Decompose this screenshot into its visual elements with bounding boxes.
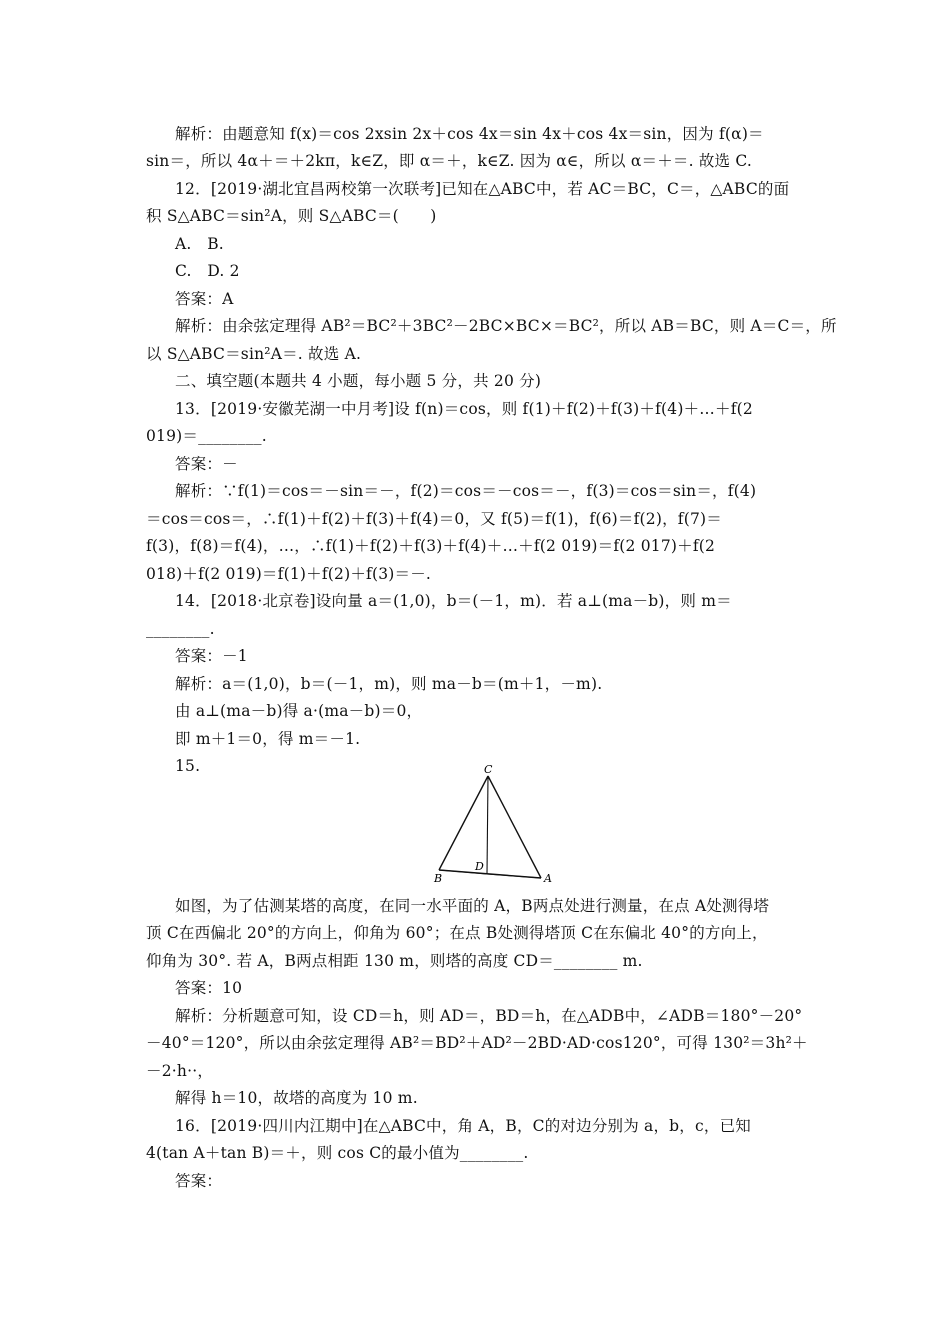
edge-da xyxy=(487,874,541,878)
text-line: 4(tan A＋tan B)＝＋，则 cos C的最小值为________. xyxy=(146,1144,529,1162)
text-line: 仰角为 30°. 若 A，B两点相距 130 m，则塔的高度 CD＝________ m. xyxy=(146,952,643,970)
text-line: f(3)，f(8)＝f(4)，…，∴f(1)＋f(2)＋f(3)＋f(4)＋…＋f(2 019)＝f(2 017)＋f(2 xyxy=(146,537,716,555)
text-line: 答案：－1 xyxy=(175,647,248,665)
text-line: 答案：－ xyxy=(175,455,238,473)
text-line: 顶 C在西偏北 20°的方向上，仰角为 60°；在点 B处测得塔顶 C在东偏北 40°的方向上， xyxy=(146,924,768,942)
text-line: 答案： xyxy=(175,1172,223,1190)
label-d: D xyxy=(475,860,484,873)
tower-figure xyxy=(425,762,560,882)
text-line: 14．[2018·北京卷]设向量 a＝(1,0)，b＝(－1，m)．若 a⊥(ma－b)，则 m＝ xyxy=(175,592,732,610)
text-line: ________. xyxy=(146,620,215,638)
text-line: 即 m＋1＝0，得 m＝－1. xyxy=(175,730,361,748)
text-line: 解析：由余弦定理得 AB²＝BC²＋3BC²－2BC×BC×＝BC²，所以 AB＝BC，则 A＝C＝，所 xyxy=(175,317,837,335)
label-a: A xyxy=(544,872,552,882)
label-b: B xyxy=(434,872,443,882)
text-line: 答案：A xyxy=(175,290,234,308)
text-line: 解析：由题意知 f(x)＝cos 2xsin 2x＋cos 4x＝sin 4x＋cos 4x＝sin，因为 f(α)＝ xyxy=(175,125,764,143)
label-c: C xyxy=(484,763,493,776)
text-line: 13．[2019·安徽芜湖一中月考]设 f(n)＝cos，则 f(1)＋f(2)＋f(3)＋f(4)＋…＋f(2 xyxy=(175,400,753,418)
text-line: 如图，为了估测某塔的高度，在同一水平面的 A，B两点处进行测量，在点 A处测得塔 xyxy=(175,897,770,915)
text-line: 018)＋f(2 019)＝f(1)＋f(2)＋f(3)＝－. xyxy=(146,565,432,583)
text-line: 由 a⊥(ma－b)得 a·(ma－b)＝0， xyxy=(175,702,423,720)
text-line: －2·h··， xyxy=(146,1062,214,1080)
text-line: 15. xyxy=(175,757,201,775)
text-line: 解析：∵f(1)＝cos＝－sin＝－，f(2)＝cos＝－cos＝－，f(3)＝cos＝sin＝，f(4) xyxy=(175,482,757,500)
text-line: 16．[2019·四川内江期中]在△ABC中，角 A，B，C的对边分别为 a，b，c，已知 xyxy=(175,1117,751,1135)
text-line: 019)＝________. xyxy=(146,427,267,445)
section-heading: 二、填空题(本题共 4 小题，每小题 5 分，共 20 分) xyxy=(175,372,542,390)
text-line: 以 S△ABC＝sin²A＝. 故选 A. xyxy=(146,345,362,363)
text-line: 积 S△ABC＝sin²A，则 S△ABC＝( ) xyxy=(146,207,437,225)
text-line: －40°＝120°，所以由余弦定理得 AB²＝BD²＋AD²－2BD·AD·cos120°，可得 130²＝3h²＋ xyxy=(146,1034,808,1052)
text-line: 解得 h＝10，故塔的高度为 10 m. xyxy=(175,1089,418,1107)
tetrahedron-diagram xyxy=(425,762,560,882)
text-line: sin＝，所以 4α＋＝＋2kπ，k∈Z，即 α＝＋，k∈Z. 因为 α∈，所以 α＝＋＝. 故选 C. xyxy=(146,152,753,170)
text-line: A. B. xyxy=(175,235,224,253)
text-line: ＝cos＝cos＝，∴f(1)＋f(2)＋f(3)＋f(4)＝0，又 f(5)＝f(1)，f(6)＝f(2)，f(7)＝ xyxy=(146,510,722,528)
text-line: 答案：10 xyxy=(175,979,243,997)
text-line: 解析：分析题意可知，设 CD＝h，则 AD＝，BD＝h，在△ADB中，∠ADB＝180°－20° xyxy=(175,1007,803,1025)
text-line: C. D. 2 xyxy=(175,262,240,280)
text-line: 12．[2019·湖北宜昌两校第一次联考]已知在△ABC中，若 AC＝BC，C＝，△ABC的面 xyxy=(175,180,790,198)
edge-ca xyxy=(488,776,541,878)
text-line: 解析：a＝(1,0)，b＝(－1，m)，则 ma－b＝(m＋1，－m). xyxy=(175,675,603,693)
edge-cd xyxy=(487,776,488,874)
edge-cb xyxy=(439,776,488,870)
